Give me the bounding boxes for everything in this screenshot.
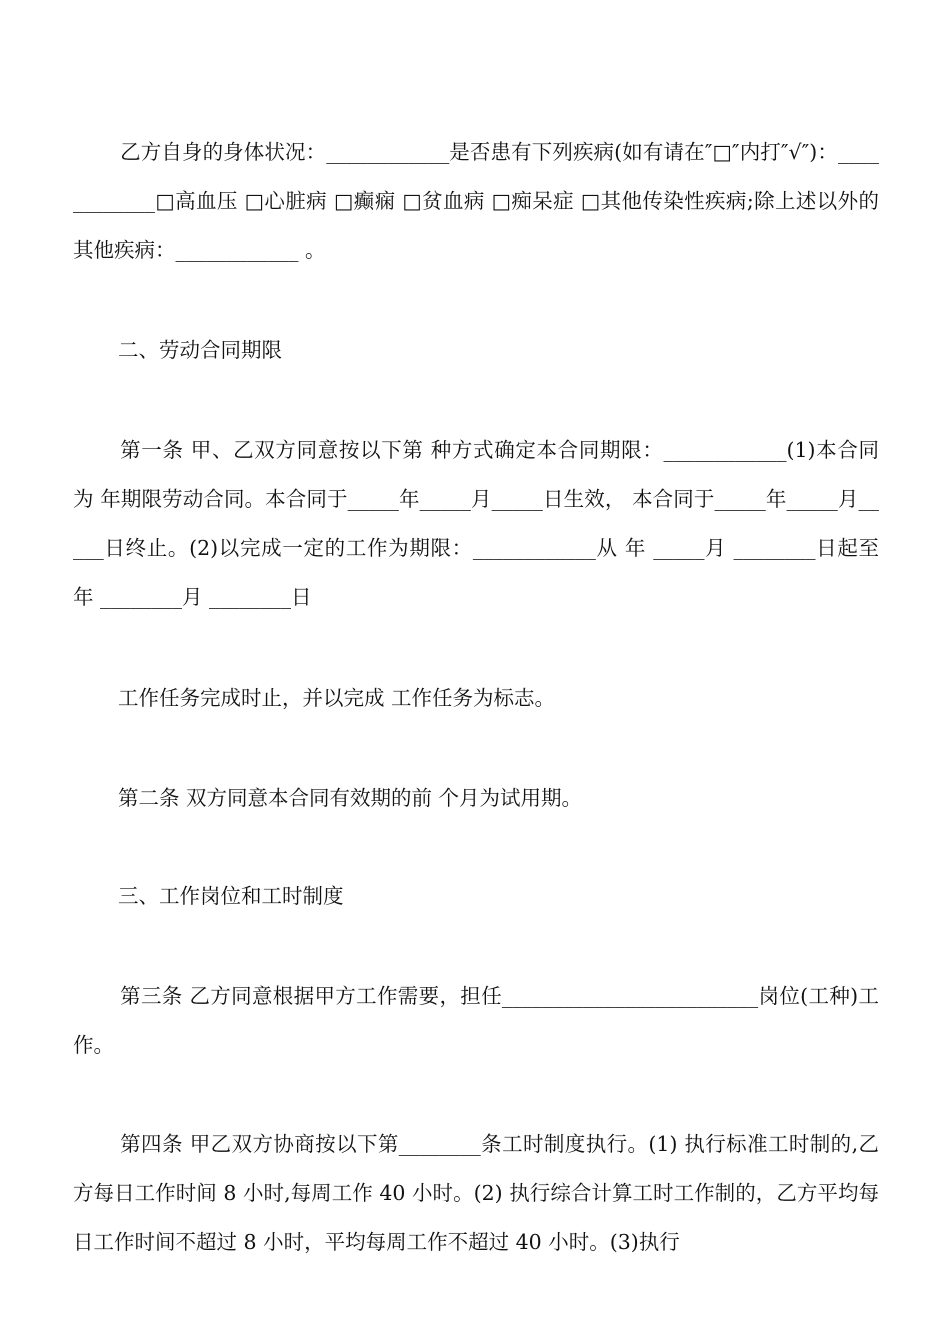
section-two-heading: 二、劳动合同期限 (118, 338, 282, 362)
task-completion-paragraph: 工作任务完成时止，并以完成 工作任务为标志。 (118, 686, 556, 710)
article-two-paragraph: 第二条 双方同意本合同有效期的前 个月为试用期。 (118, 786, 583, 810)
section-three-heading: 三、工作岗位和工时制度 (118, 884, 344, 908)
article-one-paragraph: 第一条 甲、乙双方同意按以下第 种方式确定本合同期限：____________(1)本合同为 年期限劳动合同。本合同于_____年_____月_____日生效， 本合同于_____年_____月_____日终止。(2)以完成一定的工作为期限：____________从 年 _____月 ________日起至 年 ________月 ________日 (73, 438, 879, 609)
article-four-paragraph: 第四条 甲乙双方协商按以下第________条工时制度执行。(1) 执行标准工时制的,乙方每日工作时间 8 小时,每周工作 40 小时。(2) 执行综合计算工时工作制的，乙方平均每日工作时间不超过 8 小时，平均每周工作不超过 40 小时。(3)执行 (73, 1132, 879, 1254)
article-three-paragraph: 第三条 乙方同意根据甲方工作需要，担任_________________________岗位(工种)工作。 (73, 984, 879, 1057)
health-status-paragraph: 乙方自身的身体状况：____________是否患有下列疾病(如有请在″□″内打″√″)：____________□高血压 □心脏病 □癫痫 □贫血病 □痴呆症 □其他传染性疾病;除上述以外的其他疾病：____________ 。 (73, 140, 879, 262)
